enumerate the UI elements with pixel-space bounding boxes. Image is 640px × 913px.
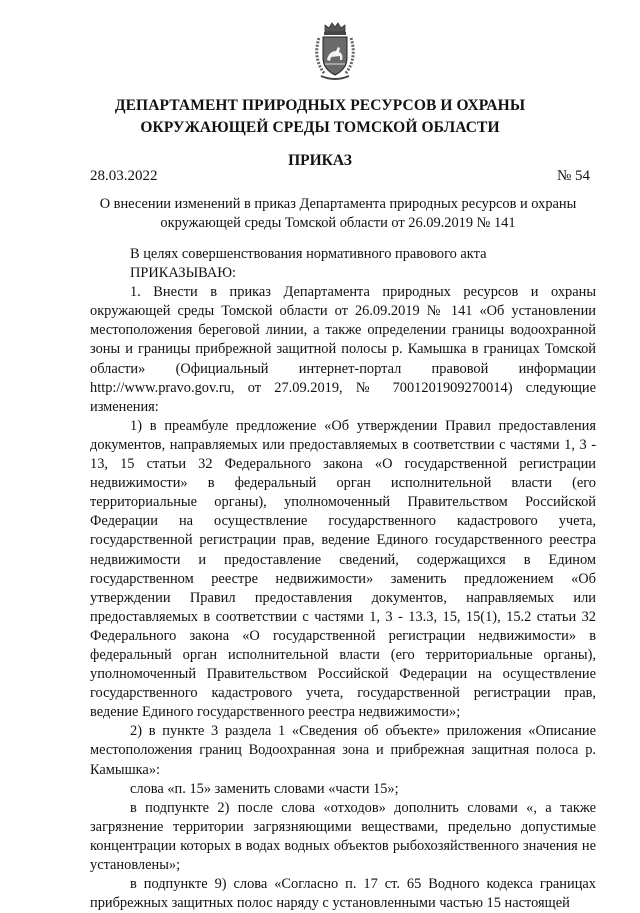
order-verb: ПРИКАЗЫВАЮ: [130,265,237,282]
document-type: ПРИКАЗ [288,152,352,169]
preamble: В целях совершенствования нормативного правового акта [130,246,487,262]
subitem-2-change-1: слова «п. 15» заменить словами «части 15»; [130,780,399,797]
subitem-1: 1) в преамбуле предложение «Об утверждении Правил предоставления документов, направляемых или предоставляемых в соответствии с частями 1, 3 - 13, 15 статьи 32 Федерального закона «О государственной регистрации недвижимости» в федеральный орган исполнительной власти (его территориальные органы), уполномоченный Правительством Российской Федерации на осуществление государственного кадастрового учета, государственной регистрации прав, ведение Единого государственного реестра недвижимости и предоставление сведений, содержащихся в Едином государственном реестре недвижимости» заменить предложением «Об утверждении Правил предоставления документов, направляемых или предоставляемых в соответствии с частями 1, 3 - 13.3, 15, 15(1), 15.2 статьи 32 Федерального закона «О государственной регистрации недвижимости» в федеральный орган исполнительной власти (его территориальные органы), уполномоченный Правительством Российской Федерации на осуществление государственного кадастрового учета, государственной регистрации прав, ведение Единого государственного реестра недвижимости»; [90,417,596,721]
coat-of-arms-icon [311,20,359,84]
subitem-2-change-3: в подпункте 9) слова «Согласно п. 17 ст. 65 Водного кодекса границах прибрежных защитных полос наряду с установленными частью 15 настоящей [90,876,596,912]
order-body [90,245,596,913]
order-date: 28.03.2022 [90,168,158,184]
subitem-2-change-2: в подпункте 2) после слова «отходов» дополнить словами «, а также загрязнение территории загрязняющими веществами, предельно допустимые концентрации которых в водах водных объектов рыбохозяйственного значения не установлены»; [90,799,596,873]
order-number: № 54 [556,168,590,184]
department-name: ДЕПАРТАМЕНТ ПРИРОДНЫХ РЕСУРСОВ И ОХРАНЫ ОКРУЖАЮЩЕЙ СРЕДЫ ТОМСКОЙ ОБЛАСТИ [114,97,526,136]
item-1: 1. Внести в приказ Департамента природных ресурсов и охраны окружающей среды Томской области от 26.09.2019 № 141 «Об установлении местоположения береговой линии, а также определении границы водоохранной зоны и границы прибрежной защитной полосы р. Камышка в границах Томской области» (Официальный интернет-портал правовой информации http://www.pravo.gov.ru, от 27.09.2019, № 7001201909270014) следующие изменения: [90,284,596,415]
order-subject: О внесении изменений в приказ Департамента природных ресурсов и охраны окружающей среды Томской области от 26.09.2019 № 141 [99,196,577,231]
subitem-2: 2) в пункте 3 раздела 1 «Сведения об объекте» приложения «Описание местоположения границ Водоохранная зона и прибрежная защитная полоса р. Камышка»: [90,723,596,778]
